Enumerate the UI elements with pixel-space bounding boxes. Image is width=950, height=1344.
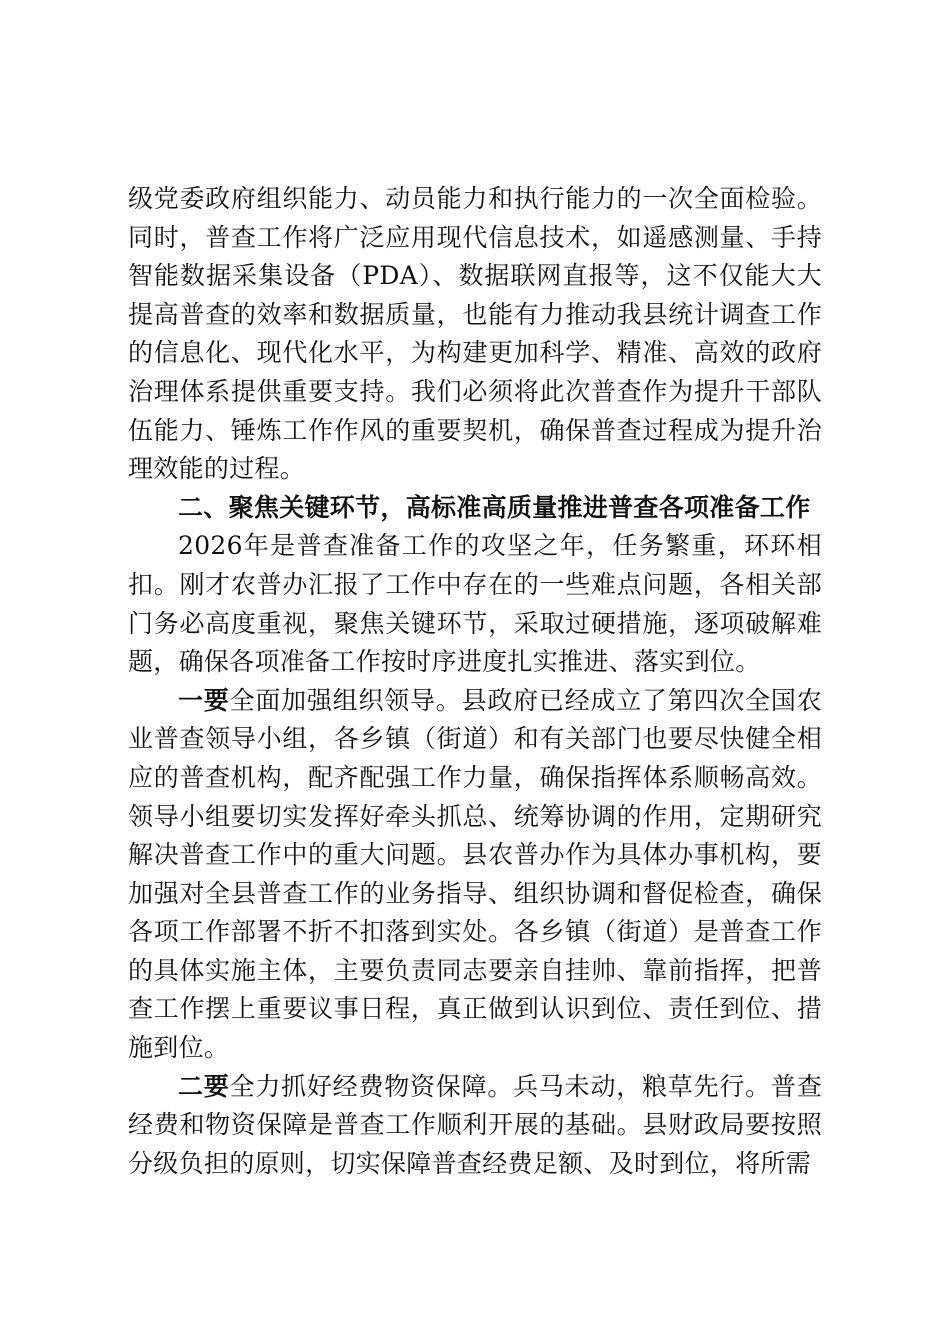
item-1-lead: 一要 (178, 685, 230, 715)
paragraph-item-2 (128, 1068, 822, 1184)
paragraph-intro: 2026年是普查准备工作的攻坚之年，任务繁重，环环相扣。刚才农普办汇报了工作中存在的一些难点问题，各相关部门务必高度重视，聚焦关键环节，采取过硬措施，逐项破解难题，确保各项准备工作按时序进度扎实推进、落实到位。 (128, 531, 822, 677)
paragraph-item-1 (128, 682, 822, 1068)
item-2-lead: 二要 (178, 1071, 230, 1101)
section-heading: 二、聚焦关键环节，高标准高质量推进普查各项准备工作 (178, 492, 811, 522)
paragraph-continued: 级党委政府组织能力、动员能力和执行能力的一次全面检验。同时，普查工作将广泛应用现代信息技术，如遥感测量、手持智能数据采集设备（PDA）、数据联网直报等，这不仅能大大提高普查的效率和数据质量，也能有力推动我县统计调查工作的信息化、现代化水平，为构建更加科学、精准、高效的政府治理体系提供重要支持。我们必须将此次普查作为提升干部队伍能力、锤炼工作作风的重要契机，确保普查过程成为提升治理效能的过程。 (128, 184, 822, 484)
item-1-text: 全面加强组织领导。县政府已经成立了第四次全国农业普查领导小组，各乡镇（街道）和有关部门也要尽快健全相应的普查机构，配齐配强工作力量，确保指挥体系顺畅高效。领导小组要切实发挥好牵头抓总、统筹协调的作用，定期研究解决普查工作中的重大问题。县农普办作为具体办事机构，要加强对全县普查工作的业务指导、组织协调和督促检查，确保各项工作部署不折不扣落到实处。各乡镇（街道）是普查工作的具体实施主体，主要负责同志要亲自挂帅、靠前指挥，把普查工作摆上重要议事日程，真正做到认识到位、责任到位、措施到位。 (128, 685, 822, 1063)
item-2-text: 全力抓好经费物资保障。兵马未动，粮草先行。普查经费和物资保障是普查工作顺利开展的基础。县财政局要按照分级负担的原则，切实保障普查经费足额、及时到位，将所需 (128, 1071, 822, 1178)
document-page (128, 180, 822, 1183)
